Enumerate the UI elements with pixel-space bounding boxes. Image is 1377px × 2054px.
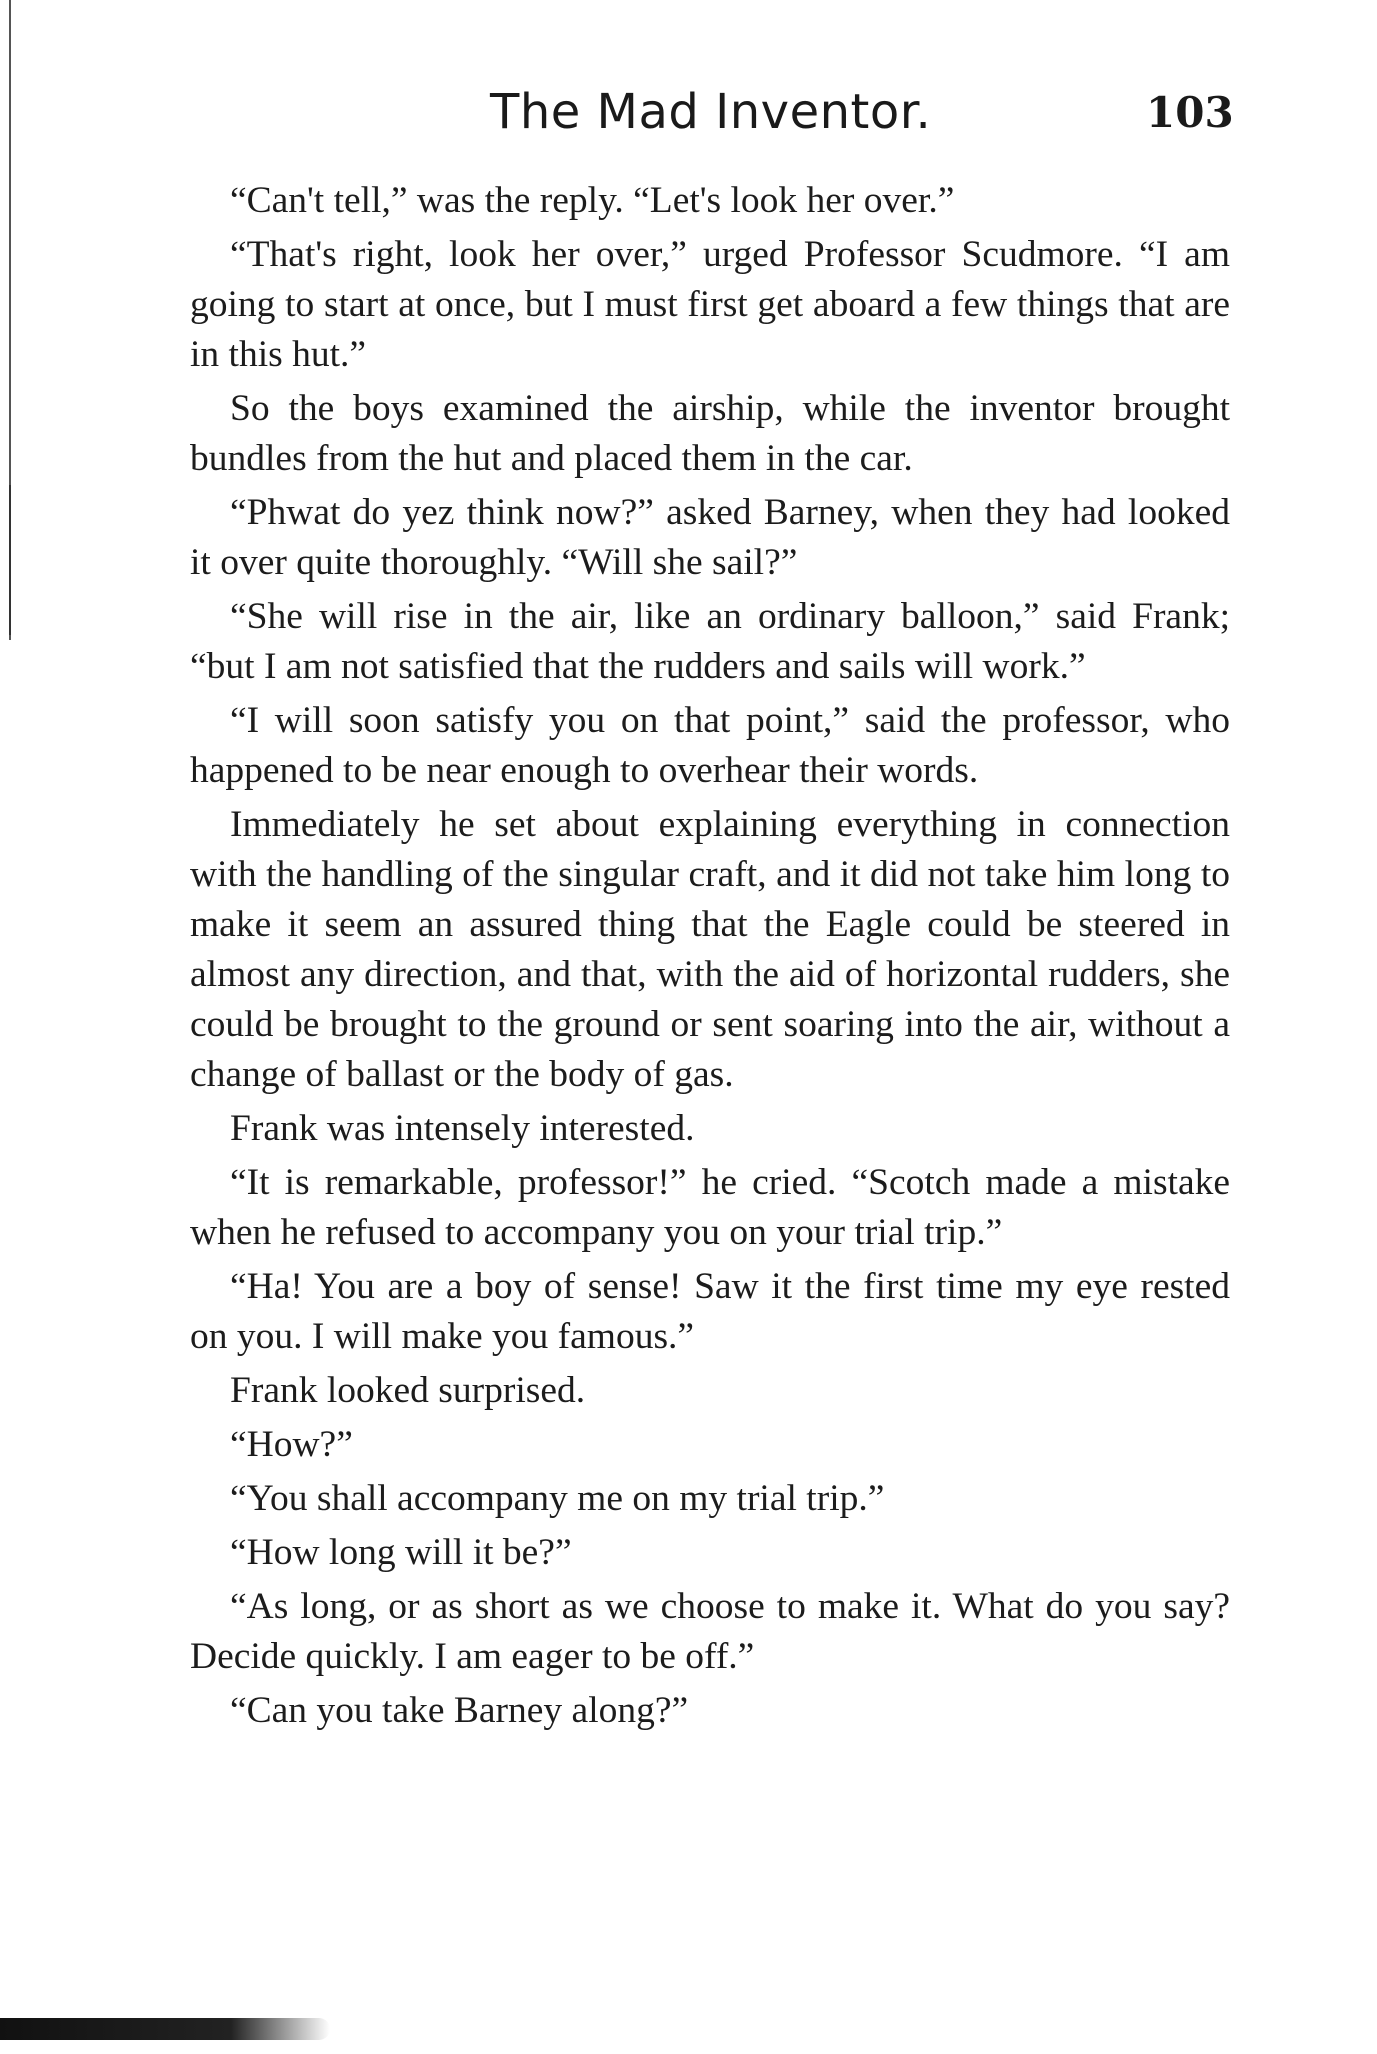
paragraph: “As long, or as short as we choose to make it. What do you say? Decide quickly. I am eager to be off.”: [190, 1586, 1230, 1677]
paragraph: Frank was intensely interested.: [230, 1108, 695, 1149]
paragraph: So the boys examined the airship, while the inventor brought bundles from the hut and placed them in the car.: [190, 388, 1230, 479]
paragraph: “Can you take Barney along?”: [230, 1690, 689, 1731]
body-text: [190, 176, 1230, 1740]
page-number: 103: [1146, 88, 1234, 137]
paragraph: “She will rise in the air, like an ordinary balloon,” said Frank; “but I am not satisfied that the rudders and sails will work.”: [190, 596, 1230, 687]
paragraph: Frank looked surprised.: [230, 1370, 586, 1411]
running-title: The Mad Inventor.: [490, 84, 932, 140]
paragraph: Immediately he set about explaining everything in connection with the handling of the singular craft, and it did not take him long to make it seem an assured thing that the Eagle could be steered in almost any direction, and that, with the aid of horizontal rudders, she could be brought to the ground or sent soaring into the air, without a change of ballast or the body of gas.: [190, 804, 1230, 1095]
page-header: [0, 84, 1377, 154]
paragraph: “You shall accompany me on my trial trip.”: [230, 1478, 885, 1519]
paragraph: “That's right, look her over,” urged Professor Scudmore. “I am going to start at once, but I must first get aboard a few things that are in this hut.”: [190, 234, 1230, 375]
paragraph: “It is remarkable, professor!” he cried. “Scotch made a mistake when he refused to accompany you on your trial trip.”: [190, 1162, 1230, 1253]
paragraph: “Can't tell,” was the reply. “Let's look her over.”: [230, 180, 955, 221]
paragraph: “Ha! You are a boy of sense! Saw it the first time my eye rested on you. I will make you famous.”: [190, 1266, 1230, 1357]
scan-smudge-mark: [0, 2018, 330, 2040]
paragraph: “How long will it be?”: [230, 1532, 572, 1573]
scan-edge-mark: [9, 485, 11, 635]
paragraph: “I will soon satisfy you on that point,” said the professor, who happened to be near enough to overhear their words.: [190, 700, 1230, 791]
paragraph: “How?”: [230, 1424, 353, 1465]
paragraph: “Phwat do yez think now?” asked Barney, when they had looked it over quite thoroughly. “Will she sail?”: [190, 492, 1230, 583]
